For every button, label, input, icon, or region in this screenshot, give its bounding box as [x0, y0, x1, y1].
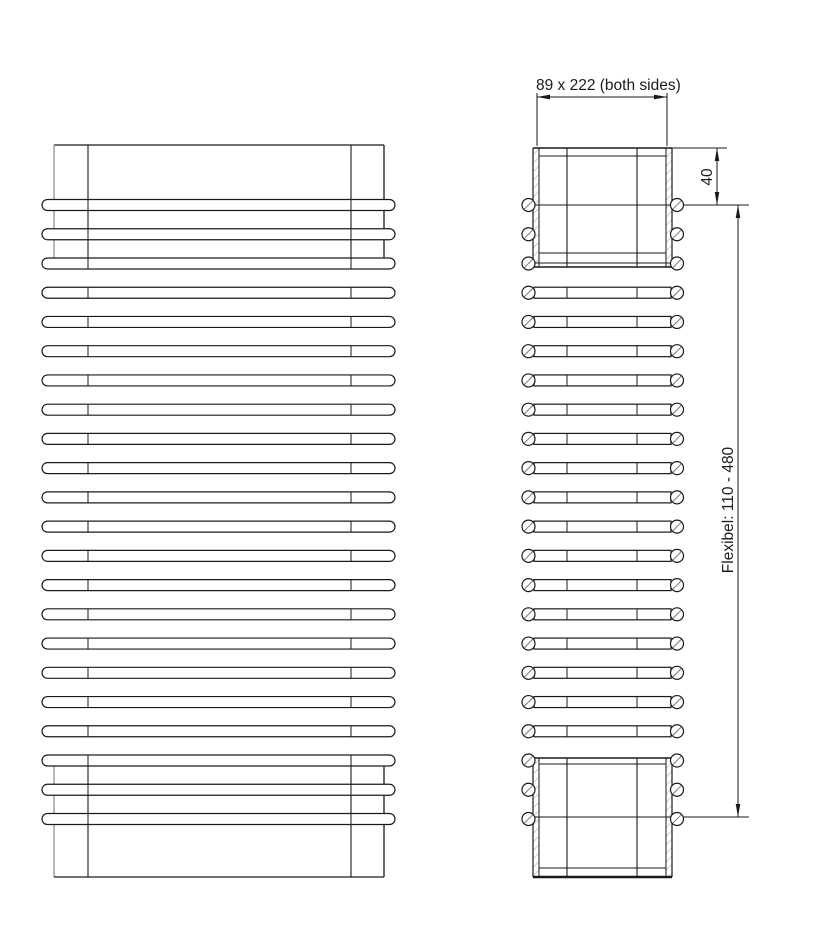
rivet [671, 579, 684, 592]
rivet [671, 696, 684, 709]
corrugation-bar [534, 346, 671, 357]
corrugation-row [534, 287, 671, 298]
corrugation-capsule [42, 375, 395, 386]
corrugation-bar [534, 375, 671, 386]
rivet [522, 783, 535, 796]
dim-width-label: 89 x 222 (both sides) [536, 77, 681, 94]
corrugation-row [42, 784, 395, 795]
rivet [671, 754, 684, 767]
rivet [522, 491, 535, 504]
rivet [671, 432, 684, 445]
rivet [522, 345, 535, 358]
side-view-bottom-collar [533, 758, 672, 877]
side-view-top-collar [533, 148, 672, 267]
dim-collar-height-label: 40 [699, 168, 716, 186]
rivet [522, 520, 535, 533]
rivet [522, 696, 535, 709]
rivet [522, 549, 535, 562]
rivet [671, 374, 684, 387]
corrugation-bar [534, 580, 671, 591]
corrugation-row [42, 229, 395, 240]
corrugation-row [534, 404, 671, 415]
rivet [671, 345, 684, 358]
corrugation-bar [534, 550, 671, 561]
corrugation-bar [534, 667, 671, 678]
arrowhead-up [715, 148, 720, 161]
corrugation-capsule [42, 258, 395, 269]
corrugation-bar [534, 697, 671, 708]
corrugation-row [42, 638, 395, 649]
corrugation-capsule [42, 346, 395, 357]
side-view [522, 148, 684, 877]
corrugation-row [42, 463, 395, 474]
corrugation-capsule [42, 521, 395, 532]
rivet [671, 813, 684, 826]
corrugation-row [42, 346, 395, 357]
corrugation-bar [534, 404, 671, 415]
corrugation-row [534, 375, 671, 386]
rivet [522, 666, 535, 679]
corrugation-capsule [42, 287, 395, 298]
corrugation-row [534, 521, 671, 532]
corrugation-row [42, 375, 395, 386]
rivet [671, 783, 684, 796]
corrugation-capsule [42, 667, 395, 678]
corrugation-row [534, 492, 671, 503]
corrugation-row [534, 316, 671, 327]
corrugation-row [42, 697, 395, 708]
dim-flexible-range [683, 205, 749, 817]
dim-width [536, 77, 681, 146]
rivet [522, 286, 535, 299]
corrugation-capsule [42, 404, 395, 415]
arrowhead-up [736, 205, 741, 218]
corrugation-row [42, 550, 395, 561]
rivet [522, 403, 535, 416]
rivet [522, 228, 535, 241]
corrugation-bar [534, 521, 671, 532]
rivet [671, 637, 684, 650]
arrowhead-left [537, 95, 550, 100]
corrugation-row [42, 667, 395, 678]
rivet [671, 491, 684, 504]
rivet [671, 725, 684, 738]
corrugation-capsule [42, 697, 395, 708]
rivet [671, 228, 684, 241]
corrugation-row [534, 550, 671, 561]
rivet [671, 608, 684, 621]
corrugation-row [42, 580, 395, 591]
corrugation-capsule [42, 433, 395, 444]
corrugation-row [42, 609, 395, 620]
rivet [522, 754, 535, 767]
rivet [671, 315, 684, 328]
rivet [671, 549, 684, 562]
rivet [671, 257, 684, 270]
corrugation-capsule [42, 229, 395, 240]
rivet [522, 315, 535, 328]
corrugation-capsule [42, 463, 395, 474]
rivet [522, 608, 535, 621]
corrugation-row [42, 258, 395, 269]
corrugation-row [42, 200, 395, 211]
corrugation-bar [534, 463, 671, 474]
corrugation-row [42, 726, 395, 737]
corrugation-capsule [42, 609, 395, 620]
corrugation-row [42, 492, 395, 503]
corrugation-row [534, 463, 671, 474]
rivet [671, 520, 684, 533]
front-view [42, 145, 395, 877]
rivet [671, 403, 684, 416]
corrugation-row [534, 726, 671, 737]
rivet [671, 462, 684, 475]
corrugation-row [42, 521, 395, 532]
corrugation-bar [534, 638, 671, 649]
corrugation-bar [534, 609, 671, 620]
corrugation-row [42, 287, 395, 298]
corrugation-row [534, 667, 671, 678]
corrugation-bar [534, 726, 671, 737]
corrugation-capsule [42, 492, 395, 503]
rivet [671, 666, 684, 679]
rivet [522, 432, 535, 445]
rivet [522, 374, 535, 387]
corrugation-bar [534, 316, 671, 327]
corrugation-row [42, 433, 395, 444]
corrugation-row [534, 580, 671, 591]
corrugation-capsule [42, 638, 395, 649]
arrowhead-down [736, 804, 741, 817]
dim-collar-height [672, 148, 727, 205]
rivet [522, 637, 535, 650]
rivet [522, 257, 535, 270]
arrowhead-down [715, 192, 720, 205]
corrugation-row [534, 346, 671, 357]
rivet [671, 199, 684, 212]
corrugation-capsule [42, 200, 395, 211]
corrugation-row [42, 404, 395, 415]
side-view-corrugations [534, 287, 671, 737]
corrugation-capsule [42, 316, 395, 327]
corrugation-row [42, 814, 395, 825]
rivet [522, 725, 535, 738]
corrugation-capsule [42, 580, 395, 591]
corrugation-row [534, 433, 671, 444]
corrugation-capsule [42, 784, 395, 795]
corrugation-capsule [42, 726, 395, 737]
rivet [522, 813, 535, 826]
corrugation-row [42, 755, 395, 766]
corrugation-row [534, 638, 671, 649]
front-view-corrugations [42, 200, 395, 825]
corrugation-capsule [42, 814, 395, 825]
corrugation-row [534, 609, 671, 620]
rivet [522, 579, 535, 592]
corrugation-row [534, 697, 671, 708]
corrugation-capsule [42, 755, 395, 766]
dim-flexible-range-label: Flexibel: 110 - 480 [720, 446, 737, 574]
corrugation-row [42, 316, 395, 327]
rivet [671, 286, 684, 299]
rivet [522, 199, 535, 212]
corrugation-bar [534, 287, 671, 298]
corrugation-capsule [42, 550, 395, 561]
corrugation-bar [534, 492, 671, 503]
rivet [522, 462, 535, 475]
arrowhead-right [654, 95, 667, 100]
corrugation-bar [534, 433, 671, 444]
